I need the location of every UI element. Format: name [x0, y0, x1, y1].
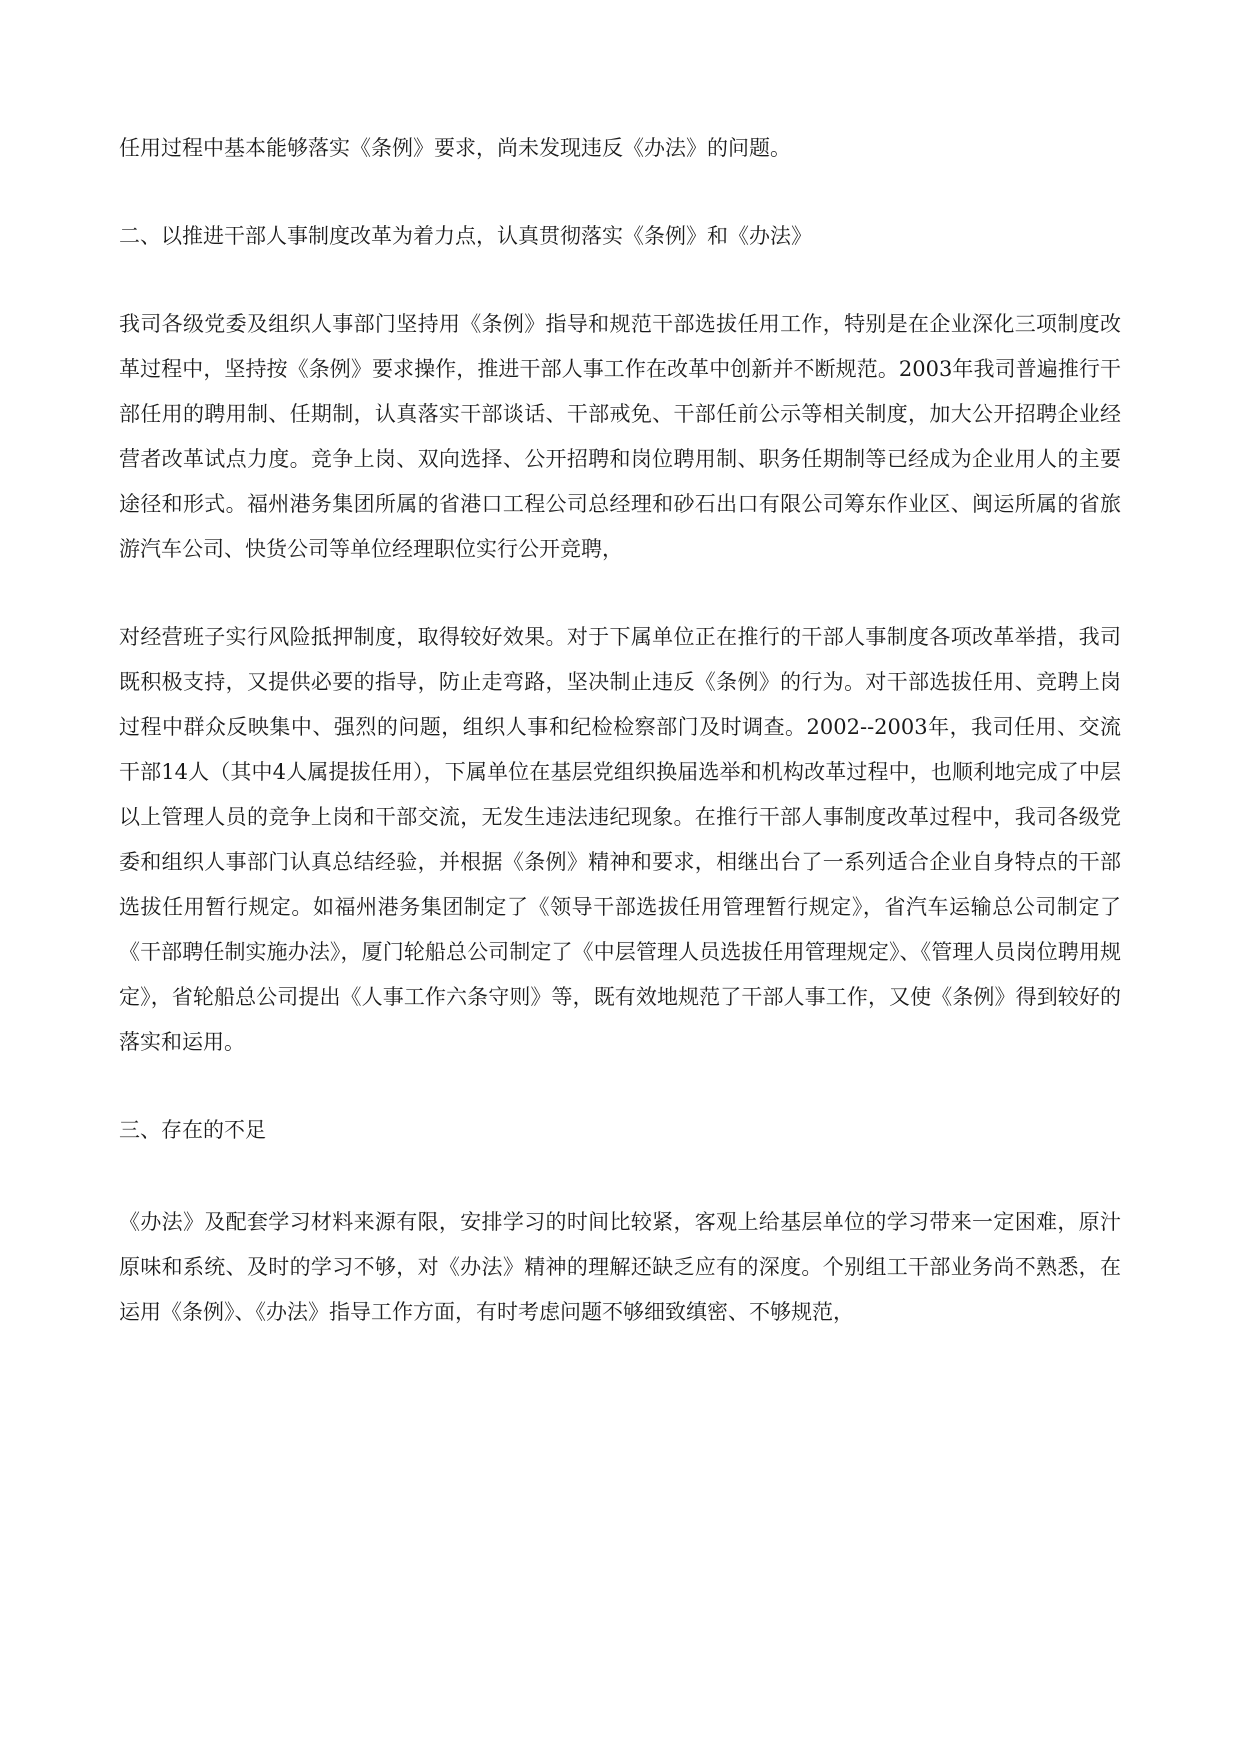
- paragraph-intro: 任用过程中基本能够落实《条例》要求，尚未发现违反《办法》的问题。: [119, 136, 791, 160]
- paragraph-risk-deposit: 对经营班子实行风险抵押制度，取得较好效果。对于下属单位正在推行的干部人事制度各项改革举措，我司既积极支持，又提供必要的指导，防止走弯路，坚决制止违反《条例》的行为。对干部选拔任用、竞聘上岗过程中群众反映集中、强烈的问题，组织人事和纪检检察部门及时调查。2002--2003年，我司任用、交流干部14人（其中4人属提拔任用），下属单位在基层党组织换届选举和机构改革过程中，也顺利地完成了中层以上管理人员的竞争上岗和干部交流，无发生违法违纪现象。在推行干部人事制度改革过程中，我司各级党委和组织人事部门认真总结经验，并根据《条例》精神和要求，相继出台了一系列适合企业自身特点的干部选拔任用暂行规定。如福州港务集团制定了《领导干部选拔任用管理暂行规定》，省汽车运输总公司制定了《干部聘任制实施办法》，厦门轮船总公司制定了《中层管理人员选拔任用管理规定》、《管理人员岗位聘用规定》，省轮船总公司提出《人事工作六条守则》等，既有效地规范了干部人事工作，又使《条例》得到较好的落实和运用。: [119, 625, 1121, 1054]
- paragraph-spacer: [119, 1153, 1121, 1200]
- paragraph-shortcomings: 《办法》及配套学习材料来源有限，安排学习的时间比较紧，客观上给基层单位的学习带来一定困难，原汁原味和系统、及时的学习不够，对《办法》精神的理解还缺乏应有的深度。个别组工干部业务尚不熟悉，在运用《条例》、《办法》指导工作方面，有时考虑问题不够细致缜密、不够规范，: [119, 1210, 1121, 1324]
- paragraph-spacer: [119, 572, 1121, 615]
- section-heading-3: 三、存在的不足: [119, 1118, 266, 1142]
- section-heading-2: 二、以推进干部人事制度改革为着力点，认真贯彻落实《条例》和《办法》: [119, 224, 812, 248]
- paragraph-reform: 我司各级党委及组织人事部门坚持用《条例》指导和规范干部选拔任用工作，特别是在企业深化三项制度改革过程中，坚持按《条例》要求操作，推进干部人事工作在改革中创新并不断规范。2003年我司普遍推行干部任用的聘用制、任期制，认真落实干部谈话、干部戒免、干部任前公示等相关制度，加大公开招聘企业经营者改革试点力度。竞争上岗、双向选择、公开招聘和岗位聘用制、职务任期制等已经成为企业用人的主要途径和形式。福州港务集团所属的省港口工程公司总经理和砂石出口有限公司筹东作业区、闽运所属的省旅游汽车公司、快货公司等单位经理职位实行公开竞聘，: [119, 312, 1121, 561]
- paragraph-spacer: [119, 1065, 1121, 1108]
- paragraph-spacer: [119, 171, 1121, 214]
- paragraph-spacer: [119, 259, 1121, 302]
